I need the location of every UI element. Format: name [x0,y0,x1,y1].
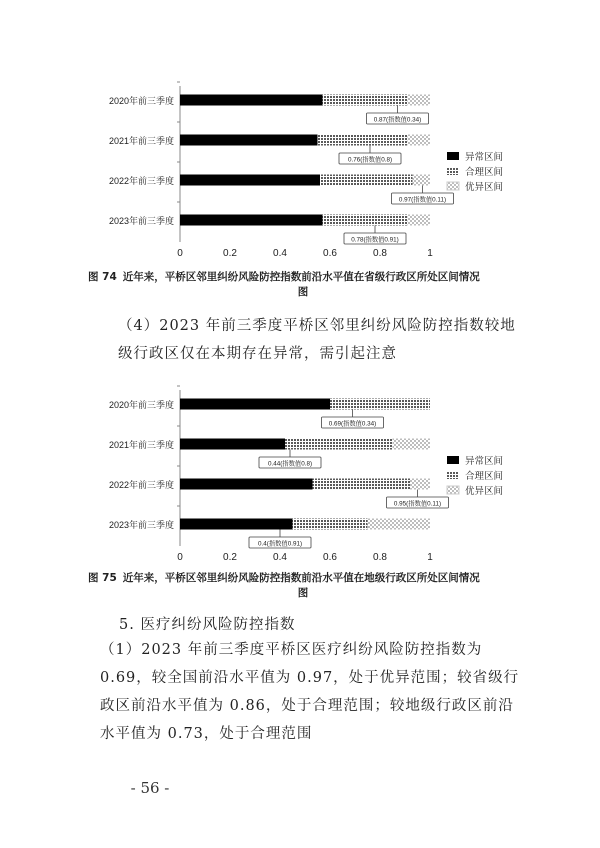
x-tick-label: 1 [427,248,433,259]
bar-segment [323,95,408,106]
bar-segment [408,215,431,226]
category-label: 2020年前三季度 [108,400,174,410]
bar-segment [180,175,320,186]
figure-caption-tail: 图 [297,286,309,298]
bar-segment [285,439,393,450]
legend-label: 合理区间 [465,167,504,178]
chart-75 [0,382,600,567]
figure-caption-text: 近年来，平桥区邻里纠纷风险防控指数前沿水平值在省级行政区所处区间情况 [122,271,480,283]
legend-label: 优异区间 [465,486,504,497]
bar-segment [180,135,318,146]
annotation-label: 0.69(指数值0.34) [328,420,377,428]
x-tick-label: 0.6 [323,552,337,563]
x-tick-label: 0 [177,248,183,259]
annotation-label: 0.97(指数值0.11) [398,196,447,204]
bar-segment [180,439,285,450]
legend-swatch [447,167,459,175]
category-label: 2021年前三季度 [108,136,174,146]
x-tick-label: 0.6 [323,248,337,259]
annotation-label: 0.95(指数值0.11) [393,500,442,508]
legend-label: 合理区间 [465,471,504,482]
annotation-label: 0.44(指数值0.8) [267,460,313,468]
bar-segment [293,519,368,530]
legend-swatch [447,471,459,479]
bar-segment [180,399,330,410]
bar-segment [410,479,430,490]
bar-segment [393,439,431,450]
legend-label: 异常区间 [465,152,504,163]
section-heading-5: 5. 医疗纠纷风险防控指数 [119,617,296,633]
x-tick-label: 0.2 [223,248,237,259]
bar-segment [408,135,431,146]
bar-segment [180,479,313,490]
x-tick-label: 0.2 [223,552,237,563]
bar-segment [313,479,411,490]
annotation-label: 0.78(指数值0.91) [351,236,399,244]
chart-74 [0,78,600,263]
bar-segment [180,519,293,530]
page-number: - 56 - [130,779,170,797]
bar-segment [368,519,431,530]
x-tick-label: 0.8 [373,248,387,259]
category-label: 2023年前三季度 [108,520,174,530]
bar-segment [318,135,408,146]
x-tick-label: 0.4 [273,552,287,563]
bar-segment [180,215,323,226]
bar-segment [413,175,431,186]
figure-caption-tail: 图 [297,587,309,599]
bar-segment [408,95,431,106]
paragraph-4: （4）2023 年前三季度平桥区邻里纠纷风险防控指数较地级行政区仅在本期存在异常，需引起注意 [118,318,516,362]
legend-swatch [447,486,459,494]
annotation-label: 0.87(指数值0.34) [373,116,422,124]
chart-74-svg [0,78,600,263]
legend-label: 异常区间 [465,456,504,467]
x-tick-label: 0.4 [273,248,287,259]
figure-number: 图 75 [88,572,117,584]
category-label: 2022年前三季度 [108,480,174,490]
category-label: 2023年前三季度 [108,216,174,226]
legend-swatch [447,182,459,190]
legend-swatch [447,152,459,160]
bar-segment [330,399,430,410]
category-label: 2022年前三季度 [108,176,174,186]
figure-74-caption [88,270,518,300]
legend-swatch [447,456,459,464]
category-label: 2020年前三季度 [108,96,174,106]
paragraph-medical-1: （1）2023 年前三季度平桥区医疗纠纷风险防控指数为 0.69，较全国前沿水平值为 0.97，处于优异范围；较省级行政区前沿水平值为 0.86，处于合理范围；较地级行政区前沿水平值为 0.73，处于合理范围 [100,642,520,742]
x-tick-label: 0.8 [373,552,387,563]
chart-75-svg [0,382,600,567]
category-label: 2021年前三季度 [108,440,174,450]
figure-number: 图 74 [88,271,117,283]
x-tick-label: 0 [177,552,183,563]
bar-segment [180,95,323,106]
legend-label: 优异区间 [465,182,504,193]
figure-caption-text: 近年来，平桥区邻里纠纷风险防控指数前沿水平值在地级行政区所处区间情况 [122,572,480,584]
bar-segment [320,175,413,186]
x-tick-label: 1 [427,552,433,563]
figure-75-caption [88,571,518,601]
bar-segment [323,215,408,226]
annotation-label: 0.4(指数值0.91) [257,540,303,548]
annotation-label: 0.76(指数值0.8) [347,156,393,164]
